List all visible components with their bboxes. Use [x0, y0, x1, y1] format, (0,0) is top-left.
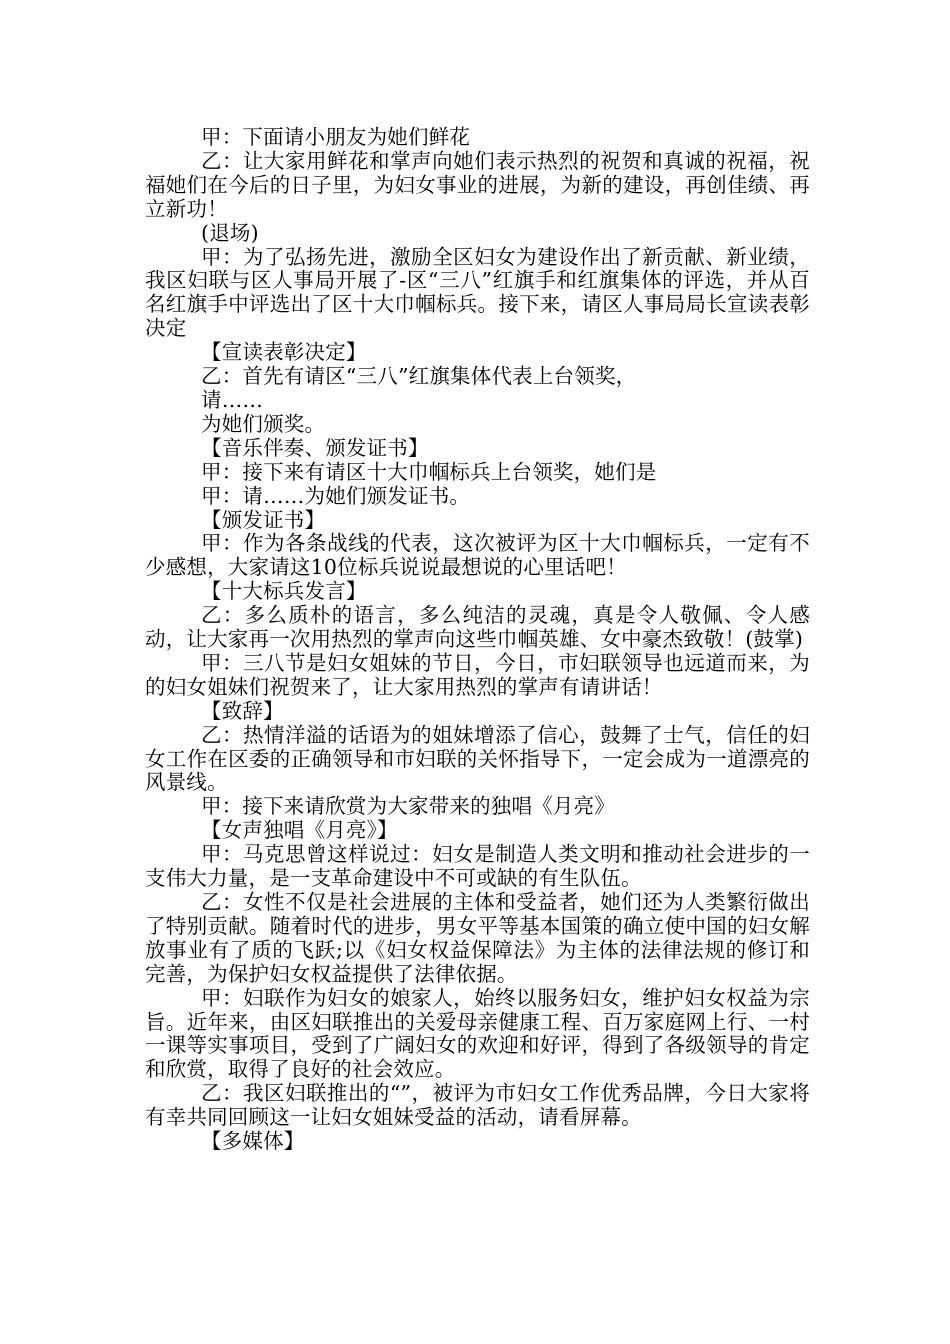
paragraph: 乙：女性不仅是社会进展的主体和受益者，她们还为人类繁衍做出了特别贡献。随着时代的进步，男女平等基本国策的确立使中国的妇女解放事业有了质的飞跃;以《妇女权益保障法》为主体的法律法规的修订和完善，为保护妇女权益提供了法律依据。: [145, 890, 810, 986]
document-body: [145, 126, 810, 1154]
paragraph: 甲：下面请小朋友为她们鲜花: [201, 125, 471, 149]
paragraph: 甲：马克思曾这样说过：妇女是制造人类文明和推动社会进步的一支伟大力量，是一支革命建设中不可或缺的有生队伍。: [145, 842, 810, 891]
paragraph: 【多媒体】: [201, 1129, 305, 1154]
paragraph: 【音乐伴奏、颁发证书】: [201, 435, 429, 460]
paragraph: 为她们颁奖。: [201, 411, 326, 436]
paragraph: 甲：三八节是妇女姐妹的节日，今日，市妇联领导也远道而来，为的妇女姐妹们祝贺来了，让大家用热烈的掌声有请讲话！: [145, 650, 810, 699]
paragraph: 甲：作为各条战线的代表，这次被评为区十大巾帼标兵，一定有不少感想，大家请这10位标兵说说最想说的心里话吧！: [145, 531, 810, 580]
paragraph: 乙：首先有请区“三八”红旗集体代表上台领奖，: [201, 364, 637, 389]
paragraph: 甲：接下来请欣赏为大家带来的独唱《月亮》: [201, 794, 615, 819]
paragraph: 【致辞】: [201, 698, 284, 723]
paragraph: 甲：妇联作为妇女的娘家人，始终以服务妇女，维护妇女权益为宗旨。近年来，由区妇联推出的关爱母亲健康工程、百万家庭网上行、一村一课等实事项目，受到了广阔妇女的欢迎和好评，得到了各级领导的肯定和欣赏，取得了良好的社会效应。: [145, 985, 810, 1082]
paragraph: (退场): [201, 220, 259, 245]
paragraph: 甲：为了弘扬先进，激励全区妇女为建设作出了新贡献、新业绩，我区妇联与区人事局开展了-区“三八”红旗手和红旗集体的评选，并从百名红旗手中评选出了区十大巾帼标兵。接下来，请区人事局局长宣读表彰决定: [145, 244, 810, 341]
paragraph: 【颁发证书】: [201, 507, 326, 532]
paragraph: 乙：热情洋溢的话语为的姐妹增添了信心，鼓舞了士气，信任的妇女工作在区委的正确领导和市妇联的关怀指导下，一定会成为一道漂亮的风景线。: [145, 722, 810, 795]
paragraph: 乙：多么质朴的语言，多么纯洁的灵魂，真是令人敬佩、令人感动，让大家再一次用热烈的掌声向这些巾帼英雄、女中豪杰致敬！(鼓掌): [145, 603, 810, 652]
paragraph: 乙：我区妇联推出的“”，被评为市妇女工作优秀品牌，今日大家将有幸共同回顾这一让妇女姐妹受益的活动，请看屏幕。: [145, 1081, 810, 1130]
paragraph: 甲：接下来有请区十大巾帼标兵上台领奖，她们是: [201, 459, 657, 484]
paragraph: 【女声独唱《月亮》】: [201, 818, 398, 843]
paragraph: 【宣读表彰决定】: [201, 340, 367, 365]
paragraph: 请……: [201, 387, 264, 412]
paragraph: 【十大标兵发言】: [201, 579, 367, 604]
paragraph: 乙：让大家用鲜花和掌声向她们表示热烈的祝贺和真诚的祝福，祝福她们在今后的日子里，为妇女事业的进展，为新的建设，再创佳绩、再立新功！: [145, 148, 810, 221]
paragraph: 甲：请……为她们颁发证书。: [201, 483, 471, 508]
